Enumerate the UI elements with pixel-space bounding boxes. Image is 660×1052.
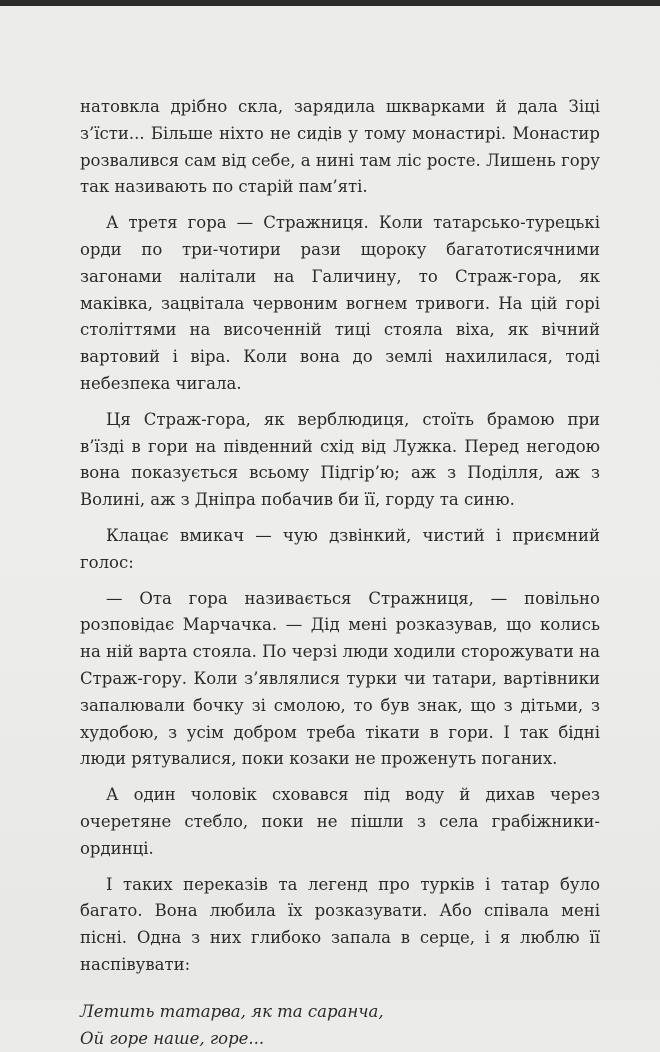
- poem-quote: [80, 999, 600, 1052]
- paragraph-2: А третя гора — Стражниця. Коли татарсько-турецькі орди по три-чотири рази щороку багатотисячними загонами налітали на Галичину, то Страж-гора, як маківка, зацвітала червоним вогнем тривоги. На цій горі століттями на височенній тиці стояла віха, як вічний вартовий і віра. Коли вона до землі нахилилася, тоді небезпека чигала.: [80, 210, 600, 398]
- poem-line-1: Летить татарва, як та саранча,: [80, 999, 600, 1026]
- paragraph-4: Клацає вмикач — чую дзвінкий, чистий і приємний голос:: [80, 523, 600, 577]
- poem-line-2: Ой горе наше, горе...: [80, 1026, 600, 1052]
- paragraph-6: А один чоловік сховався під воду й дихав через очеретяне стебло, поки не пішли з села грабіжники-ординці.: [80, 782, 600, 862]
- paragraph-3: Ця Страж-гора, як верблюдиця, стоїть брамою при в’їзді в гори на південний схід від Лужка. Перед негодою вона показується всьому Підгір’ю; аж з Поділля, аж з Волині, аж з Дніпра побачив би її, горду та синю.: [80, 407, 600, 514]
- body-text: [80, 94, 600, 1052]
- paragraph-1: натовкла дрібно скла, зарядила шкварками й дала Зіці з’їсти... Більше ніхто не сидів у тому монастирі. Монастир розвалився сам від себе, а нині там ліс росте. Лишень гору так називають по старій пам’яті.: [80, 94, 600, 201]
- paragraph-5: — Ота гора називається Стражниця, — повільно розповідає Марчачка. — Дід мені розказував, що колись на ній варта стояла. По черзі люди ходили сторожувати на Страж-гору. Коли з’являлися турки чи татари, вартівники запалювали бочку зі смолою, то був знак, що з дітьми, з худобою, з усім добром треба тікати в гори. І так бідні люди рятувалися, поки козаки не проженуть поганих.: [80, 586, 600, 774]
- paragraph-7: І таких переказів та легенд про турків і татар було багато. Вона любила їх розказувати. Або співала мені пісні. Одна з них глибоко запала в серце, і я люблю її наспівувати:: [80, 872, 600, 979]
